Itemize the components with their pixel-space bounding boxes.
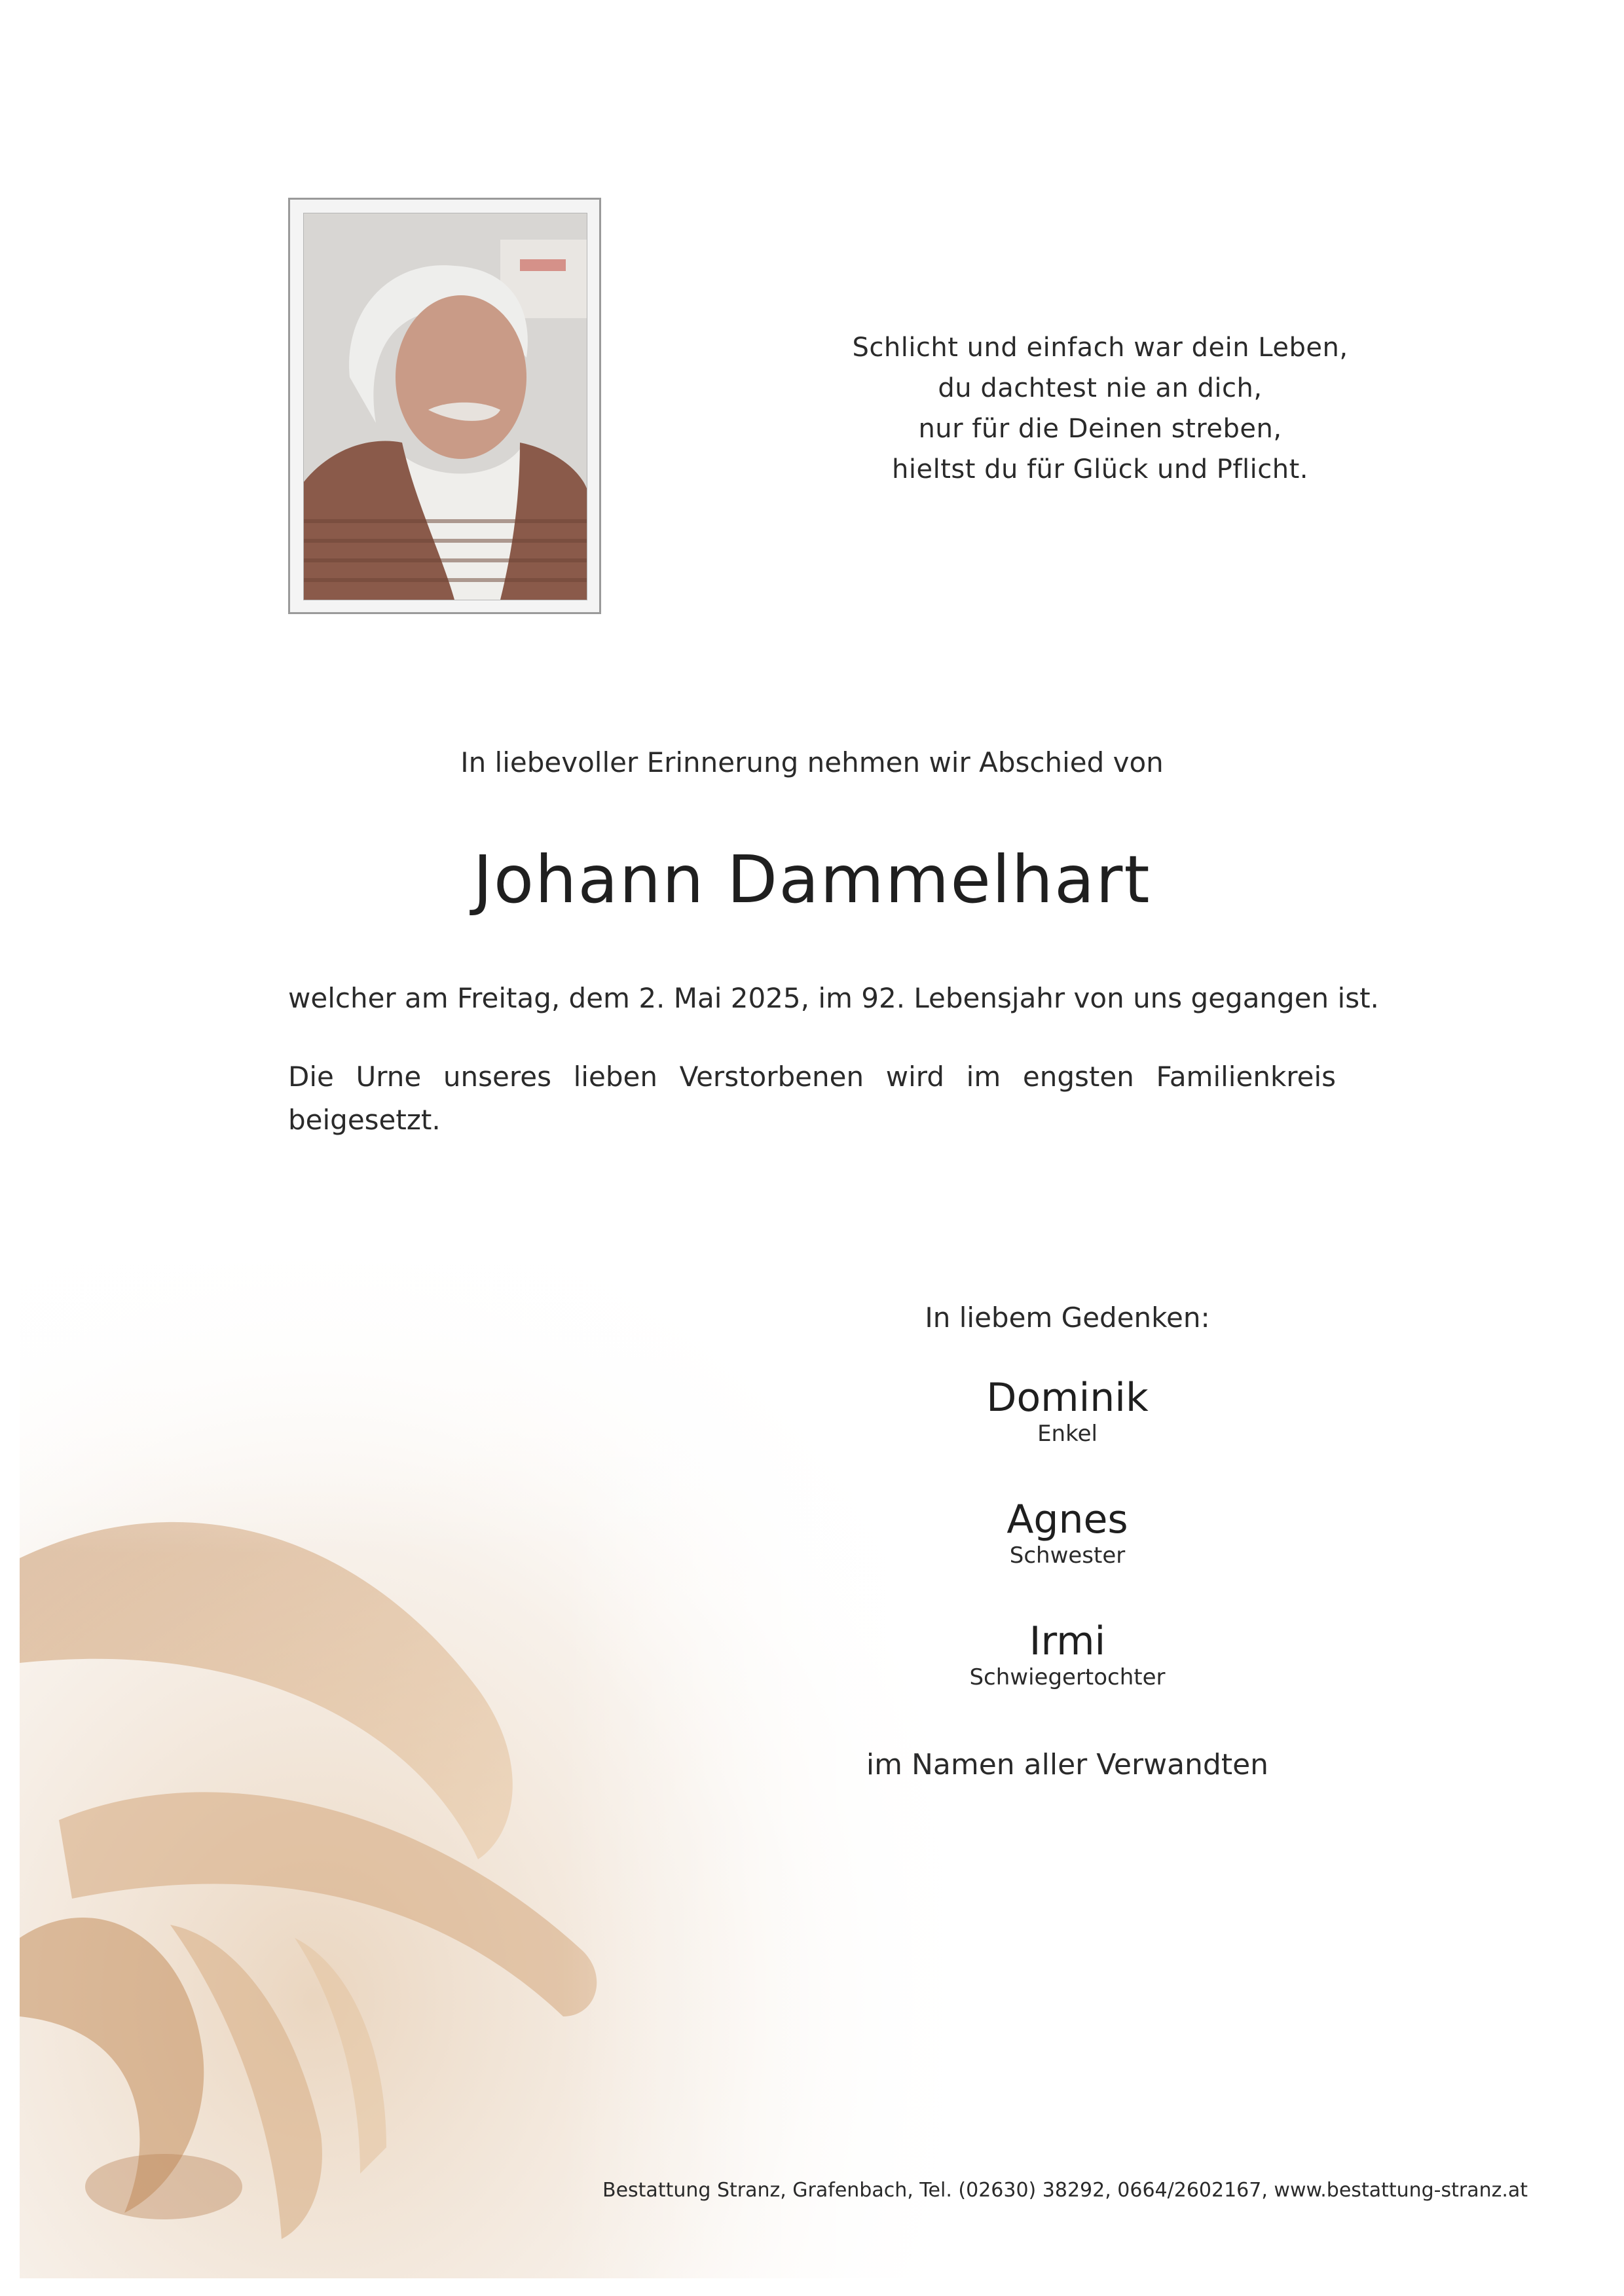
mourner-entry: [805, 1497, 1329, 1569]
mourner-entry: [805, 1618, 1329, 1690]
mourner-relation: Schwester: [1009, 1542, 1126, 1569]
death-notice: welcher am Freitag, dem 2. Mai 2025, im 92. Lebensjahr von uns gegangen ist.: [288, 982, 1379, 1014]
poem-line: hieltst du für Glück und Pflicht.: [892, 454, 1308, 484]
closing-line: im Namen aller Verwandten: [866, 1748, 1269, 1781]
mourner-relation: Enkel: [1037, 1421, 1098, 1447]
mourner-relation: Schwiegertochter: [969, 1664, 1166, 1690]
mourner-name: Agnes: [1006, 1497, 1128, 1542]
mourner-name: Irmi: [1029, 1618, 1106, 1664]
poem-line: Schlicht und einfach war dein Leben,: [852, 333, 1348, 363]
poem: [773, 327, 1428, 490]
mourner-entry: [805, 1375, 1329, 1447]
portrait-frame: [288, 198, 601, 614]
poem-line: du dachtest nie an dich,: [938, 373, 1263, 403]
burial-notice: Die Urne unseres lieben Verstorbenen wird im engsten Familienkreis beigesetzt.: [288, 1061, 1336, 1136]
portrait-photo: [304, 213, 587, 600]
poem-line: nur für die Deinen streben,: [918, 414, 1282, 444]
funeral-home-footer: Bestattung Stranz, Grafenbach, Tel. (02630) 38292, 0664/2602167, www.bestattung-stranz.at: [602, 2179, 1528, 2202]
intro-text: In liebevoller Erinnerung nehmen wir Abschied von: [460, 746, 1164, 778]
memory-title: In liebem Gedenken:: [925, 1302, 1210, 1334]
deceased-name: Johann Dammelhart: [473, 841, 1151, 918]
mourner-name: Dominik: [986, 1375, 1149, 1421]
